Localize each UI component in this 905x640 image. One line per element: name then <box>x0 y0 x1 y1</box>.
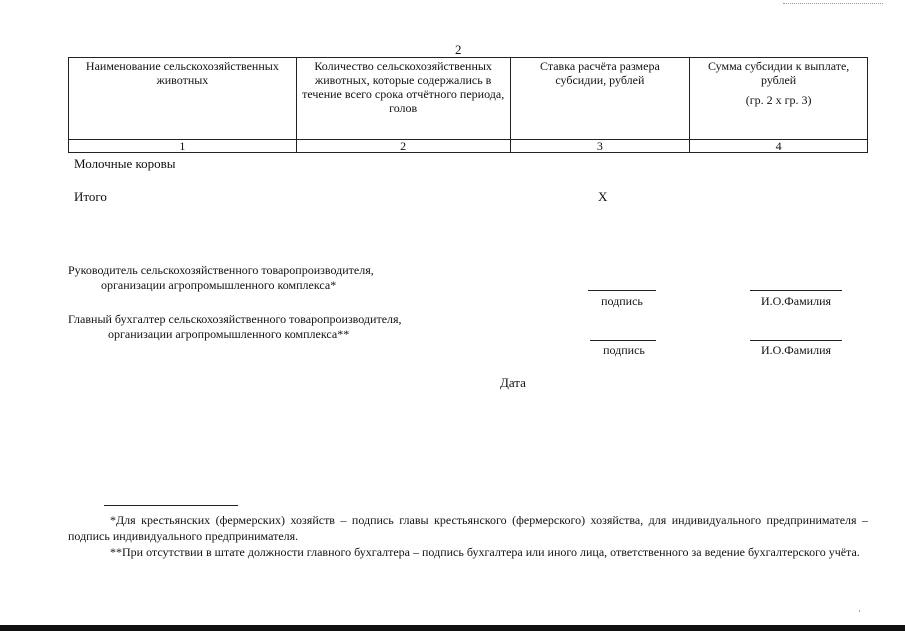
column-number: 2 <box>296 140 510 153</box>
corner-mark: · <box>858 606 861 616</box>
header-formula: (гр. 2 х гр. 3) <box>745 93 812 107</box>
head-role-line1: Руководитель сельскохозяйственного товаропроизводителя, <box>68 263 374 277</box>
table-header-row <box>69 58 868 140</box>
top-dotted-rule <box>783 3 883 4</box>
head-signature-caption: подпись <box>601 294 643 308</box>
footnote-separator <box>104 505 238 506</box>
header-subsidy-sum <box>690 58 868 140</box>
row-total-mark: Х <box>598 189 608 204</box>
column-number: 3 <box>510 140 690 153</box>
footnote-1: *Для крестьянских (фермерских) хозяйств – подпись главы крестьянского (фермерского) хозяйства, для индивидуального предпринимателя – подпись индивидуального предпринимателя. <box>68 513 868 543</box>
footnote-2: **При отсутствии в штате должности главного бухгалтера – подпись бухгалтера или иного лица, ответственного за ведение бухгалтерского учёта. <box>110 545 860 559</box>
row-total: Итого <box>74 189 107 204</box>
accountant-name-line <box>750 340 842 341</box>
header-rate: Ставка расчёта размера субсидии, рублей <box>510 58 690 140</box>
row-dairy-cows: Молочные коровы <box>74 156 176 171</box>
column-number-row <box>69 140 868 153</box>
head-role-line2: организации агропромышленного комплекса* <box>101 278 337 292</box>
head-name-line <box>750 290 842 291</box>
footnotes <box>68 512 868 560</box>
subsidy-table <box>68 57 868 153</box>
page-number: 2 <box>455 42 462 57</box>
header-subsidy-sum-label: Сумма субсидии к выплате, рублей <box>707 59 850 87</box>
head-name-caption: И.О.Фамилия <box>760 294 832 308</box>
accountant-role-line1: Главный бухгалтер сельскохозяйственного товаропроизводителя, <box>68 312 402 326</box>
header-animal-count: Количество сельскохозяйственных животных, которые содержались в течение всего срока отчётного периода, голов <box>296 58 510 140</box>
column-number: 1 <box>69 140 297 153</box>
bottom-scan-bar <box>0 625 905 631</box>
accountant-role-line2: организации агропромышленного комплекса** <box>108 327 350 341</box>
column-number: 4 <box>690 140 868 153</box>
date-label: Дата <box>500 375 526 390</box>
accountant-name-caption: И.О.Фамилия <box>760 343 832 357</box>
head-signature-line <box>588 290 656 291</box>
header-animal-name: Наименование сельскохозяйственных животных <box>69 58 297 140</box>
accountant-signature-caption: подпись <box>603 343 645 357</box>
accountant-signature-line <box>590 340 656 341</box>
